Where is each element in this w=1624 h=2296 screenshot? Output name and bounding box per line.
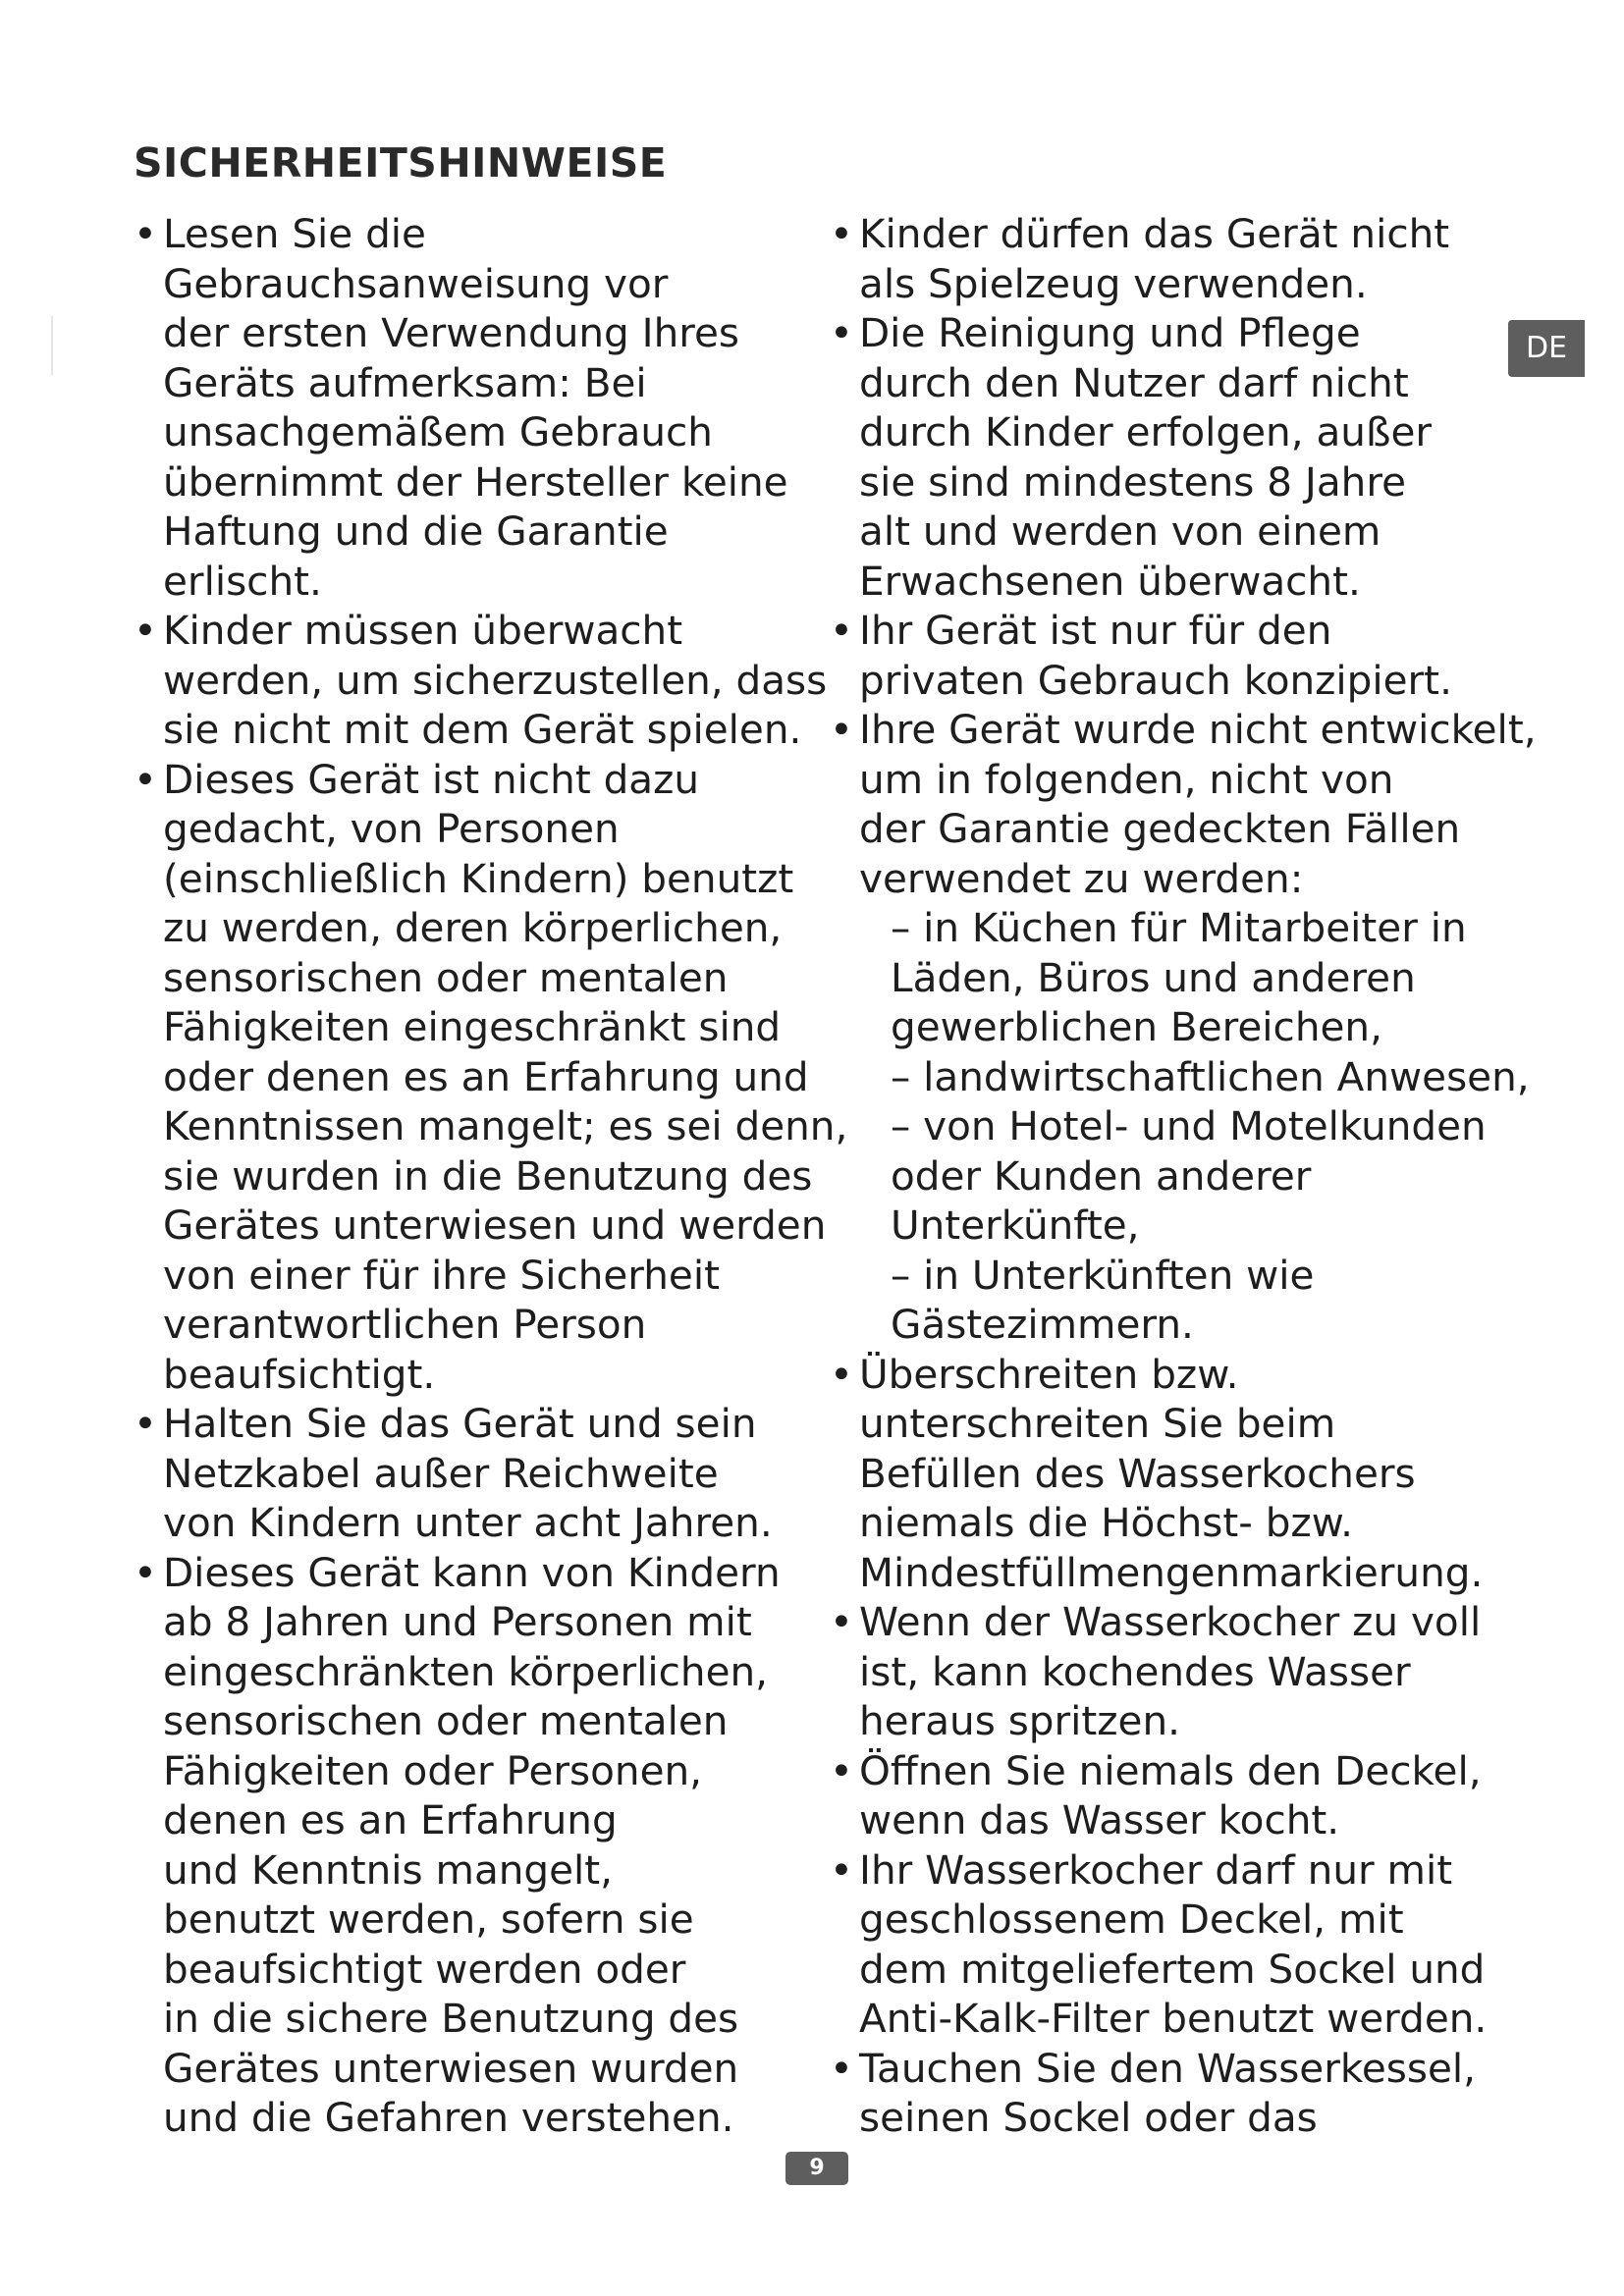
text-line: eingeschränkten körperlichen,	[163, 1647, 769, 1695]
bullet-icon: •	[134, 607, 157, 654]
bullet-icon: •	[830, 210, 853, 257]
text-line: Mindestfüllmengenmarkierung.	[859, 1548, 1484, 1596]
text-line: Erwachsenen überwacht.	[859, 557, 1361, 605]
text-line: sie sind mindestens 8 Jahre	[859, 457, 1407, 506]
text-line: Dieses Gerät ist nicht dazu	[163, 755, 700, 803]
text-line: verwendet zu werden:	[859, 854, 1304, 902]
sub-line: – in Küchen für Mitarbeiter in	[891, 904, 1467, 951]
text-line: als Spielzeug verwenden.	[859, 259, 1368, 307]
text-line: Halten Sie das Gerät und sein	[163, 1400, 757, 1447]
text-line: und die Gefahren verstehen.	[163, 2094, 734, 2141]
bullet-icon: •	[830, 2044, 853, 2092]
text-line: verantwortlichen Person	[163, 1301, 647, 1348]
text-line: von Kindern unter acht Jahren.	[163, 1499, 773, 1546]
text-line: durch den Nutzer darf nicht	[859, 358, 1409, 406]
bullet-icon: •	[830, 607, 853, 654]
text-line: geschlossenem Deckel, mit	[859, 1896, 1404, 1943]
bullet-icon: •	[830, 1746, 853, 1794]
text-line: beaufsichtigt werden oder	[163, 1945, 686, 1993]
text-line: heraus spritzen.	[859, 1697, 1181, 1744]
bullet-icon: •	[830, 1845, 853, 1894]
text-line: Öffnen Sie niemals den Deckel,	[859, 1746, 1482, 1794]
list-item	[830, 606, 1551, 705]
text-line: Haftung und die Garantie	[163, 507, 669, 555]
text-line: von einer für ihre Sicherheit	[163, 1251, 720, 1299]
text-line: (einschließlich Kindern) benutzt	[163, 854, 794, 902]
text-line: niemals die Höchst- bzw.	[859, 1499, 1353, 1546]
text-line: übernimmt der Hersteller keine	[163, 457, 788, 506]
text-line: der Garantie gedeckten Fällen	[859, 805, 1461, 852]
text-line: erlischt.	[163, 557, 322, 605]
bullet-icon: •	[830, 1598, 853, 1645]
text-line: beaufsichtigt.	[163, 1350, 436, 1398]
bullet-icon: •	[830, 1350, 853, 1398]
sub-line: – in Unterkünften wie	[891, 1251, 1315, 1299]
text-line: um in folgenden, nicht von	[859, 755, 1394, 803]
list-item	[134, 1399, 811, 1548]
bullet-icon: •	[830, 706, 853, 753]
text-line: Fähigkeiten oder Personen,	[163, 1746, 703, 1794]
text-line: Netzkabel außer Reichweite	[163, 1449, 719, 1497]
text-line: unsachgemäßem Gebrauch	[163, 408, 713, 455]
left-column	[134, 209, 848, 2143]
text-line: Gerätes unterwiesen und werden	[163, 1201, 827, 1249]
text-line: benutzt werden, sofern sie	[163, 1896, 694, 1943]
text-line: Gerätes unterwiesen wurden	[163, 2044, 739, 2092]
page-title: SICHERHEITSHINWEISE	[134, 139, 668, 187]
text-line: Kinder müssen überwacht	[163, 607, 683, 654]
list-item	[134, 1548, 811, 2143]
page-number: 9	[785, 2152, 848, 2185]
text-line: dem mitgeliefertem Sockel und	[859, 1945, 1486, 1993]
list-item	[830, 1597, 1551, 1746]
text-line: sensorischen oder mentalen	[163, 1697, 729, 1744]
text-line: und Kenntnis mangelt,	[163, 1845, 614, 1894]
text-line: Lesen Sie die	[163, 210, 426, 257]
list-item	[134, 755, 848, 1400]
text-line: Anti-Kalk-Filter benutzt werden.	[859, 1995, 1488, 2042]
list-item	[830, 308, 1551, 606]
sub-line: Läden, Büros und anderen	[891, 953, 1416, 1001]
list-item	[830, 1350, 1551, 1598]
sub-line: oder Kunden anderer	[891, 1151, 1312, 1200]
text-line: ist, kann kochendes Wasser	[859, 1647, 1411, 1695]
text-line: in die sichere Benutzung des	[163, 1995, 739, 2042]
text-line: alt und werden von einem	[859, 507, 1381, 555]
list-item	[134, 209, 811, 606]
list-item	[830, 209, 1551, 308]
bullet-icon: •	[134, 1548, 157, 1596]
list-item	[830, 2044, 1551, 2143]
text-line: Befüllen des Wasserkochers	[859, 1449, 1416, 1497]
sub-line: – landwirtschaftlichen Anwesen,	[891, 1052, 1530, 1100]
sub-line: gewerblichen Bereichen,	[891, 1003, 1382, 1050]
margin-mark	[51, 316, 53, 375]
text-line: ab 8 Jahren und Personen mit	[163, 1598, 752, 1645]
sub-line: Gästezimmern.	[891, 1301, 1194, 1348]
bullet-icon: •	[134, 1400, 157, 1447]
text-line: Ihr Wasserkocher darf nur mit	[859, 1845, 1453, 1894]
text-line: gedacht, von Personen	[163, 805, 620, 852]
list-item	[134, 606, 828, 755]
sub-line: Unterkünfte,	[891, 1201, 1140, 1249]
text-line: privaten Gebrauch konzipiert.	[859, 656, 1452, 704]
text-line: Kenntnissen mangelt; es sei denn,	[163, 1102, 848, 1149]
text-line: Geräts aufmerksam: Bei	[163, 358, 647, 406]
right-column	[830, 209, 1551, 2143]
text-line: denen es an Erfahrung	[163, 1796, 618, 1843]
text-line: sie nicht mit dem Gerät spielen.	[163, 706, 802, 753]
text-line: sensorischen oder mentalen	[163, 953, 729, 1001]
text-line: Kinder dürfen das Gerät nicht	[859, 210, 1450, 257]
text-line: werden, um sicherzustellen, dass	[163, 656, 828, 704]
text-line: Ihr Gerät ist nur für den	[859, 607, 1332, 654]
text-line: unterschreiten Sie beim	[859, 1400, 1336, 1447]
text-line: der ersten Verwendung Ihres	[163, 309, 740, 356]
list-item	[830, 1845, 1551, 2044]
text-line: Dieses Gerät kann von Kindern	[163, 1548, 781, 1596]
text-line: Gebrauchsanweisung vor	[163, 259, 669, 307]
text-line: Tauchen Sie den Wasserkessel,	[859, 2044, 1477, 2092]
text-line: wenn das Wasser kocht.	[859, 1796, 1340, 1843]
bullet-icon: •	[134, 755, 157, 803]
text-line: seinen Sockel oder das	[859, 2094, 1318, 2141]
list-item	[830, 1746, 1551, 1845]
bullet-icon: •	[830, 309, 853, 356]
text-line: oder denen es an Erfahrung und	[163, 1052, 809, 1100]
bullet-icon: •	[134, 210, 157, 257]
text-line: Die Reinigung und Pflege	[859, 309, 1361, 356]
text-line: zu werden, deren körperlichen,	[163, 904, 783, 951]
sub-line: – von Hotel- und Motelkunden	[891, 1102, 1487, 1149]
text-line: Ihre Gerät wurde nicht entwickelt,	[859, 706, 1537, 753]
text-line: Wenn der Wasserkocher zu voll	[859, 1598, 1482, 1645]
list-item	[830, 705, 1551, 1350]
language-tab: DE	[1508, 320, 1585, 377]
text-line: sie wurden in die Benutzung des	[163, 1151, 813, 1200]
text-line: durch Kinder erfolgen, außer	[859, 408, 1433, 455]
text-line: Überschreiten bzw.	[859, 1350, 1239, 1398]
text-line: Fähigkeiten eingeschränkt sind	[163, 1003, 782, 1050]
